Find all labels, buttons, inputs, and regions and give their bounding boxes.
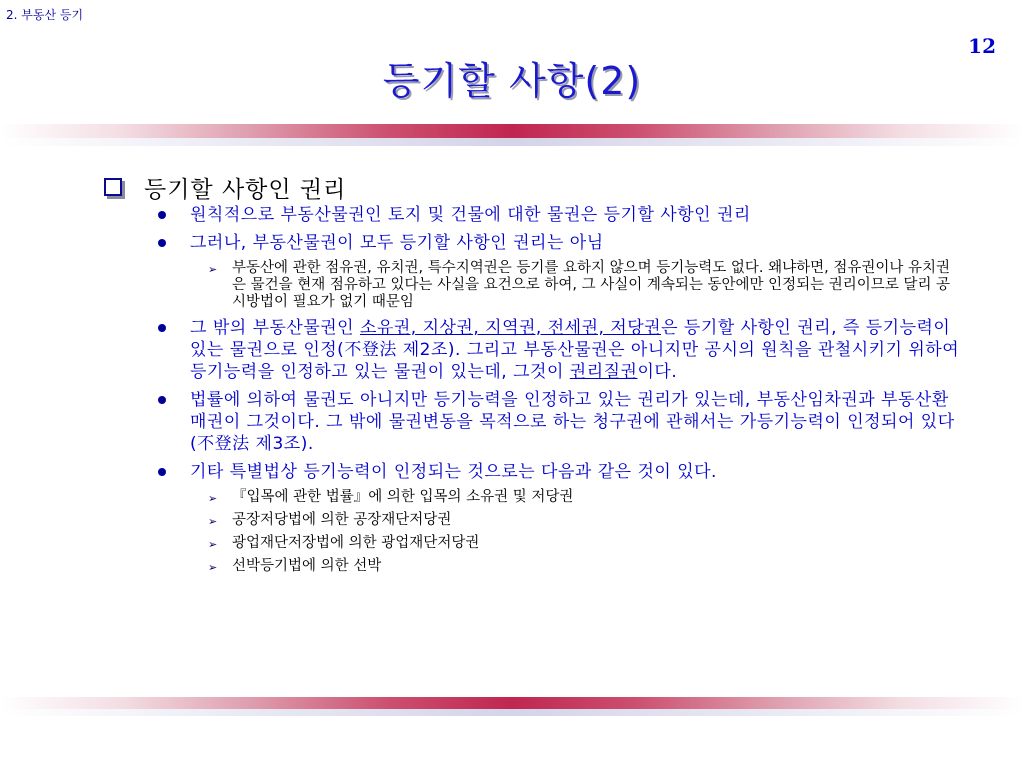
bullet-item-2: [104, 232, 964, 254]
bullet-item-3: [104, 317, 964, 383]
heading-item: [104, 170, 964, 204]
sub-bullet-item: [104, 535, 964, 552]
bullet-dot-icon: [158, 396, 166, 404]
bullet-dot-icon: [158, 211, 166, 219]
sub-bullet-item: [104, 512, 964, 529]
section-label: 2. 부동산 등기: [6, 8, 84, 22]
bottom-divider-band: [0, 697, 1024, 709]
heading-text: 등기할 사항인 권리: [144, 176, 347, 203]
bullet-dot-icon: [158, 239, 166, 247]
slide-content: [104, 170, 964, 581]
arrow-right-icon: ➢: [208, 561, 218, 574]
bullet-text: 기타 특별법상 등기능력이 인정되는 것으로는 다음과 같은 것이 있다.: [190, 462, 717, 482]
bullet-item-1: [104, 204, 964, 226]
arrow-right-icon: ➢: [208, 515, 218, 528]
bullet-dot-icon: [158, 468, 166, 476]
arrow-right-icon: ➢: [208, 263, 218, 276]
underlined-term: 권리질권: [569, 362, 638, 382]
bullet-dot-icon: [158, 324, 166, 332]
page-number: 12: [968, 34, 996, 58]
sub-bullet-item: [104, 260, 964, 311]
sub-bullet-item: [104, 489, 964, 506]
underlined-rights-list: 소유권, 지상권, 지역권, 전세권, 저당권: [360, 318, 662, 338]
sub-bullet-text: 광업재단저장법에 의한 광업재단저당권: [232, 535, 480, 551]
arrow-right-icon: ➢: [208, 538, 218, 551]
bullet-item-5: [104, 461, 964, 483]
slide-title: 등기할 사항(2): [382, 59, 642, 103]
sub-bullet-text: 선박등기법에 의한 선박: [232, 558, 382, 574]
bottom-divider-shade: [0, 709, 1024, 716]
bullet-text-part: 이다.: [637, 362, 678, 382]
sub-bullet-text: 부동산에 관한 점유권, 유치권, 특수지역권은 등기를 요하지 않으며 등기능력도 없다. 왜냐하면, 점유권이나 유치권은 물건을 현재 점유하고 있다는 사실을 요건으로 하여, 그 사실이 계속되는 동안에만 인정되는 권리이므로 달리 공시방법이 필요가 없기 때문임: [232, 260, 951, 310]
sub-bullet-item: [104, 558, 964, 575]
arrow-right-icon: ➢: [208, 492, 218, 505]
bullet-text: 그러나, 부동산물권이 모두 등기할 사항인 권리는 아님: [190, 233, 604, 253]
top-divider-shade: [0, 138, 1024, 146]
sub-bullet-text: 『입목에 관한 법률』에 의한 입목의 소유권 및 저당권: [232, 489, 574, 505]
bullet-text-part: 그 밖의 부동산물권인: [190, 318, 361, 338]
bullet-item-4: [104, 389, 964, 455]
bullet-text: 원칙적으로 부동산물권인 토지 및 건물에 대한 물권은 등기할 사항인 권리: [190, 205, 751, 225]
sub-bullet-text: 공장저당법에 의한 공장재단저당권: [232, 512, 452, 528]
bullet-text: 법률에 의하여 물권도 아니지만 등기능력을 인정하고 있는 권리가 있는데, 부동산임차권과 부동산환매권이 그것이다. 그 밖에 물권변동을 목적으로 하는 청구권에 관해서는 가등기능력이 인정되어 있다(不登法 제3조).: [190, 390, 955, 454]
bullet-text-part: 은 등기할 사항인 권리, 즉 등기능력이 있는 물권으로 인정(不登法 제2조). 그리고 부동산물권은 아니지만 공시의 원칙을 관철시키기 위하여 등기능력을 인정하고 있는 물권이 있는데, 그것이: [190, 318, 960, 382]
top-divider-band: [0, 124, 1024, 138]
checkbox-icon: [104, 178, 122, 196]
